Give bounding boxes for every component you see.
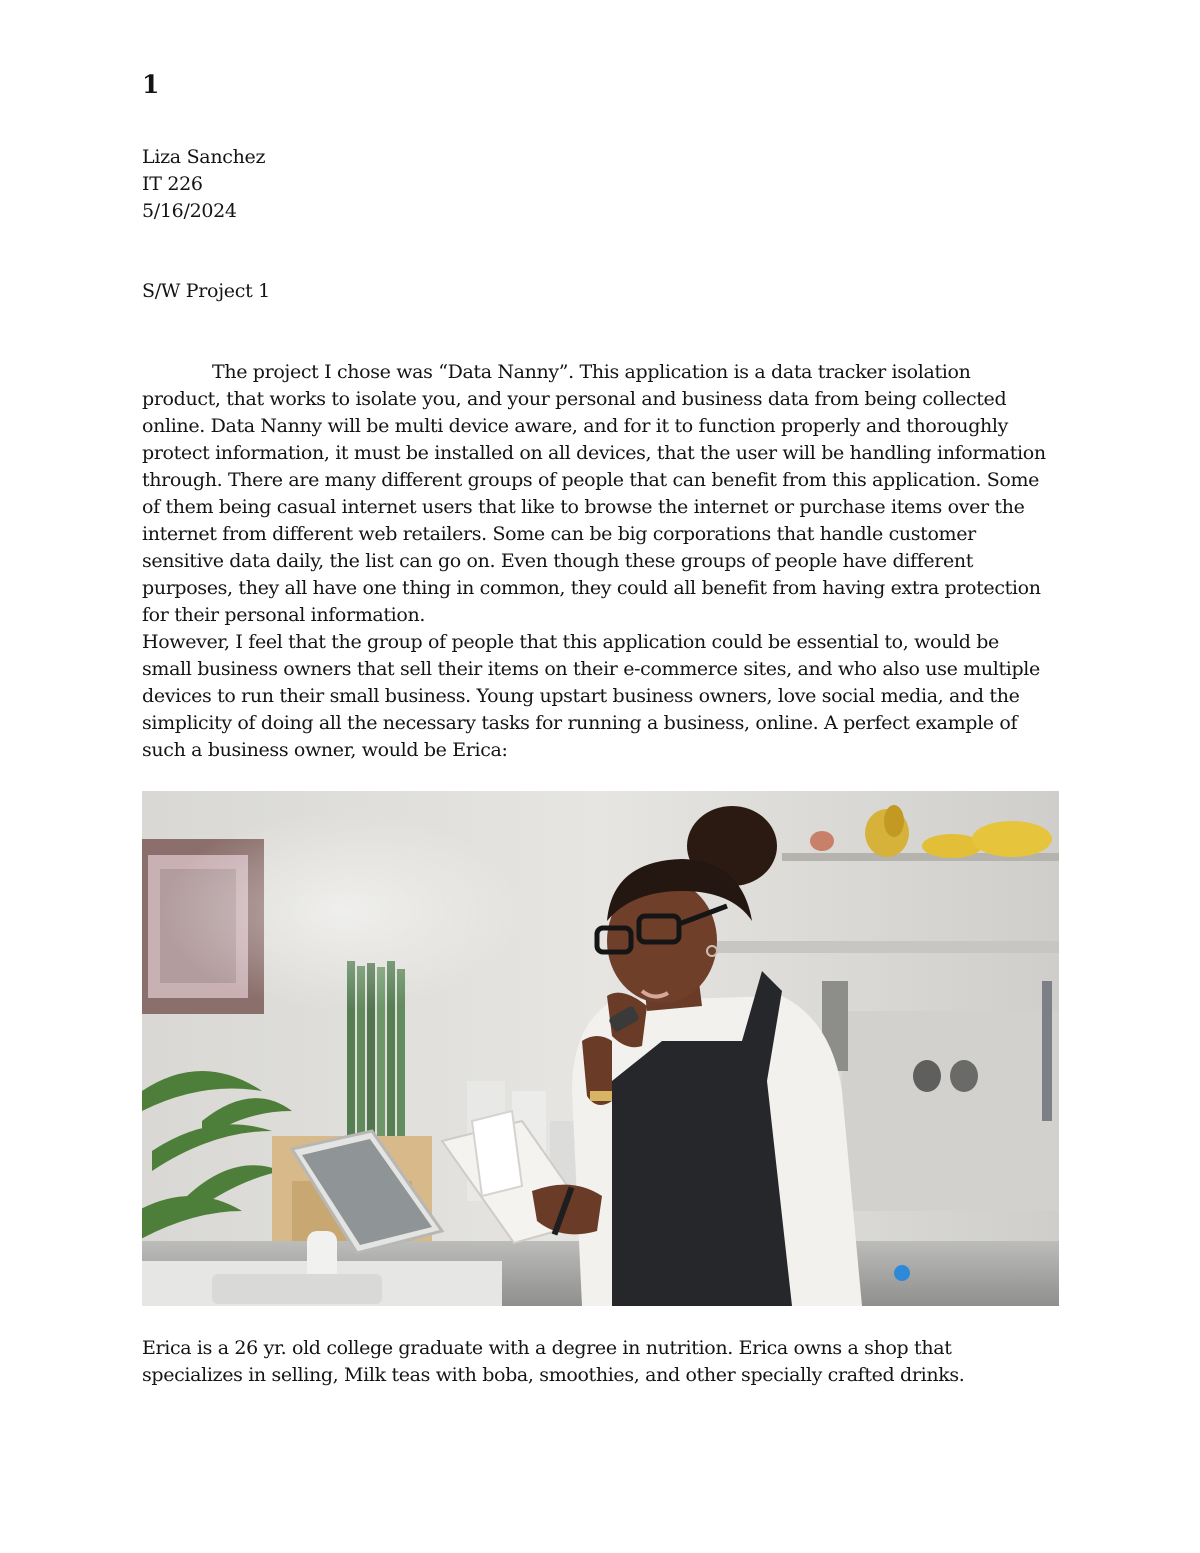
body-line: small business owners that sell their items on their e-commerce sites, and who also use multiple xyxy=(142,658,1040,680)
project-title: S/W Project 1 xyxy=(142,280,270,302)
body-line: protect information, it must be installed on all devices, that the user will be handling information xyxy=(142,442,1046,464)
body-line: through. There are many different groups of people that can benefit from this application. Some xyxy=(142,469,1040,491)
body-line: devices to run their small business. Young upstart business owners, love social media, and the xyxy=(142,685,1020,707)
body-line: online. Data Nanny will be multi device aware, and for it to function properly and thoroughly xyxy=(142,415,1008,437)
erica-photo xyxy=(142,791,1059,1306)
page-number: 1 xyxy=(142,70,160,99)
body-line: of them being casual internet users that like to browse the internet or purchase items over the xyxy=(142,496,1025,518)
body-line: The project I chose was “Data Nanny”. This application is a data tracker isolation xyxy=(212,361,971,383)
header-block xyxy=(142,144,265,225)
caption-line: Erica is a 26 yr. old college graduate with a degree in nutrition. Erica owns a shop that xyxy=(142,1337,952,1359)
body-line: internet from different web retailers. Some can be big corporations that handle customer xyxy=(142,523,976,545)
body-paragraph xyxy=(142,359,1062,764)
document-date: 5/16/2024 xyxy=(142,200,237,222)
body-line: purposes, they all have one thing in common, they could all benefit from having extra protection xyxy=(142,577,1041,599)
author-name: Liza Sanchez xyxy=(142,146,266,168)
body-line: for their personal information. xyxy=(142,604,426,626)
caption-line: specializes in selling, Milk teas with boba, smoothies, and other specially crafted drinks. xyxy=(142,1364,965,1386)
course-code: IT 226 xyxy=(142,173,203,195)
body-line: However, I feel that the group of people that this application could be essential to, would be xyxy=(142,631,999,653)
body-line: such a business owner, would be Erica: xyxy=(142,739,508,761)
caption-paragraph xyxy=(142,1335,1062,1389)
body-line: sensitive data daily, the list can go on. Even though these groups of people have different xyxy=(142,550,974,572)
body-line: product, that works to isolate you, and your personal and business data from being collected xyxy=(142,388,1007,410)
body-line: simplicity of doing all the necessary tasks for running a business, online. A perfect example of xyxy=(142,712,1018,734)
